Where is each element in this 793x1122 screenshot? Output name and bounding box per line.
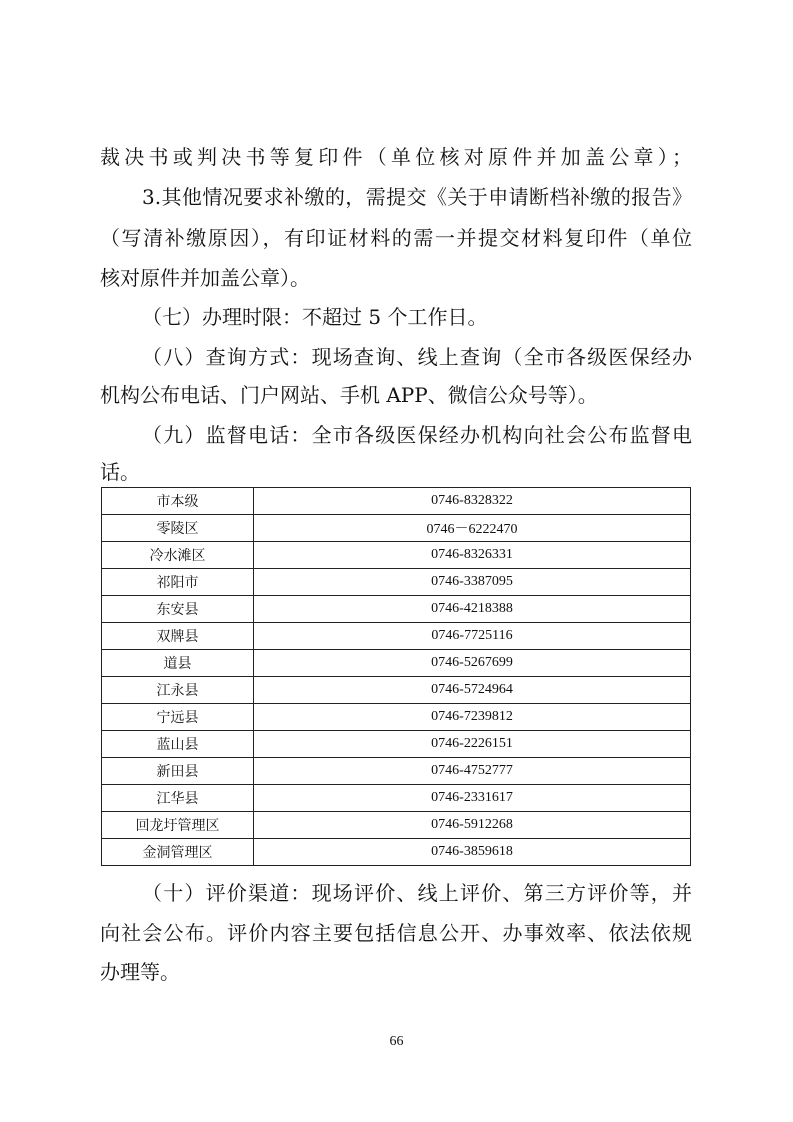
phone-cell: 0746-7725116 xyxy=(254,623,691,650)
text-line: 话。 xyxy=(100,460,140,484)
text-line: （十）评价渠道：现场评价、线上评价、第三方评价等，并 xyxy=(142,881,692,905)
phone-cell: 0746-5912268 xyxy=(254,812,691,839)
phone-cell: 0746-5724964 xyxy=(254,677,691,704)
phone-cell: 0746-5267699 xyxy=(254,650,691,677)
text-line: 3.其他情况要求补缴的，需提交《关于申请断档补缴的报告》 xyxy=(142,185,692,209)
phone-cell: 0746-3387095 xyxy=(254,569,691,596)
district-cell: 道县 xyxy=(102,650,254,677)
district-cell: 宁远县 xyxy=(102,704,254,731)
district-cell: 江华县 xyxy=(102,785,254,812)
district-cell: 零陵区 xyxy=(102,515,254,542)
district-cell: 江永县 xyxy=(102,677,254,704)
table-row xyxy=(102,785,691,812)
table-row xyxy=(102,650,691,677)
supervision-phone-table xyxy=(101,487,691,866)
table-row xyxy=(102,542,691,569)
table-row xyxy=(102,515,691,542)
district-cell: 新田县 xyxy=(102,758,254,785)
table-row xyxy=(102,623,691,650)
district-cell: 蓝山县 xyxy=(102,731,254,758)
table-row xyxy=(102,488,691,515)
district-cell: 金洞管理区 xyxy=(102,839,254,866)
table-row xyxy=(102,839,691,866)
phone-cell: 0746-8328322 xyxy=(254,488,691,515)
text-line: 办理等。 xyxy=(100,960,180,984)
phone-cell: 0746-7239812 xyxy=(254,704,691,731)
table-row xyxy=(102,704,691,731)
page-number: 66 xyxy=(389,1034,404,1049)
district-cell: 祁阳市 xyxy=(102,569,254,596)
table-row xyxy=(102,812,691,839)
district-cell: 回龙圩管理区 xyxy=(102,812,254,839)
district-cell: 冷水滩区 xyxy=(102,542,254,569)
text-line: 裁决书或判决书等复印件（单位核对原件并加盖公章）； xyxy=(100,145,692,169)
table-row xyxy=(102,596,691,623)
text-line: 向社会公布。评价内容主要包括信息公开、办事效率、依法依规 xyxy=(100,921,692,945)
table-row xyxy=(102,677,691,704)
text-line: （九）监督电话：全市各级医保经办机构向社会公布监督电 xyxy=(142,423,692,447)
text-line: 机构公布电话、门户网站、手机 APP、微信公众号等）。 xyxy=(100,383,598,407)
phone-cell: 0746-4218388 xyxy=(254,596,691,623)
phone-cell: 0746-8326331 xyxy=(254,542,691,569)
district-cell: 东安县 xyxy=(102,596,254,623)
table-row xyxy=(102,758,691,785)
table-row xyxy=(102,731,691,758)
text-line: （七）办理时限：不超过 5 个工作日。 xyxy=(142,305,488,329)
phone-cell: 0746-2331617 xyxy=(254,785,691,812)
phone-cell: 0746－6222470 xyxy=(254,515,691,542)
phone-cell: 0746-3859618 xyxy=(254,839,691,866)
phone-cell: 0746-4752777 xyxy=(254,758,691,785)
text-line: （写清补缴原因），有印证材料的需一并提交材料复印件（单位 xyxy=(100,226,692,250)
phone-cell: 0746-2226151 xyxy=(254,731,691,758)
table-row xyxy=(102,569,691,596)
district-cell: 双牌县 xyxy=(102,623,254,650)
district-cell: 市本级 xyxy=(102,488,254,515)
text-line: 核对原件并加盖公章）。 xyxy=(100,266,310,290)
text-line: （八）查询方式：现场查询、线上查询（全市各级医保经办 xyxy=(142,345,692,369)
